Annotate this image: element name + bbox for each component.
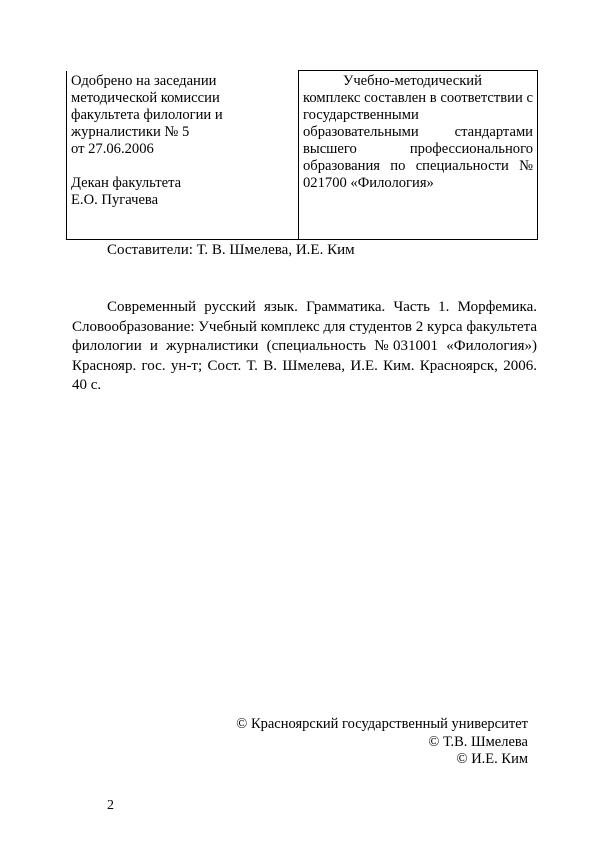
bibliographic-annotation: Современный русский язык. Грамматика. Часть 1. Морфемика. Словообразование: Учебный комплекс для студентов 2 курса факультета филологии и журналистики (специальность №031001 «Филология») Краснояр. гос. ун-т; Сост. Т. В. Шмелева, И.Е. Ким. Красноярск, 2006. 40 с.: [72, 299, 537, 393]
copyright-author-2: © И.Е. Ким: [456, 751, 528, 767]
approval-table: [66, 70, 538, 240]
approval-line: факультета филологии и: [71, 106, 223, 123]
approval-cell: [67, 71, 299, 240]
approval-line: Одобрено на заседании: [71, 72, 217, 89]
standards-cell: [299, 71, 538, 240]
blank-line: [71, 158, 294, 175]
dean-name: Е.О. Пугачева: [71, 191, 159, 208]
page-number: 2: [107, 798, 114, 813]
approval-date: от 27.06.2006: [71, 140, 154, 157]
approval-line: журналистики № 5: [71, 123, 190, 140]
copyright-block: [236, 716, 528, 769]
copyright-author-1: © Т.В. Шмелева: [428, 733, 528, 750]
dean-title: Декан факультета: [71, 174, 182, 191]
standards-text: Учебно-методический комплекс составлен в соответствии с государственными образовательными стандартами высшего профессионального образования по специальности № 021700 «Филология»: [303, 73, 533, 191]
compilers-line: Составители: Т. В. Шмелева, И.Е. Ким: [107, 242, 355, 258]
approval-line: методической комиссии: [71, 89, 220, 106]
copyright-university: © Красноярский государственный университет: [236, 716, 528, 732]
